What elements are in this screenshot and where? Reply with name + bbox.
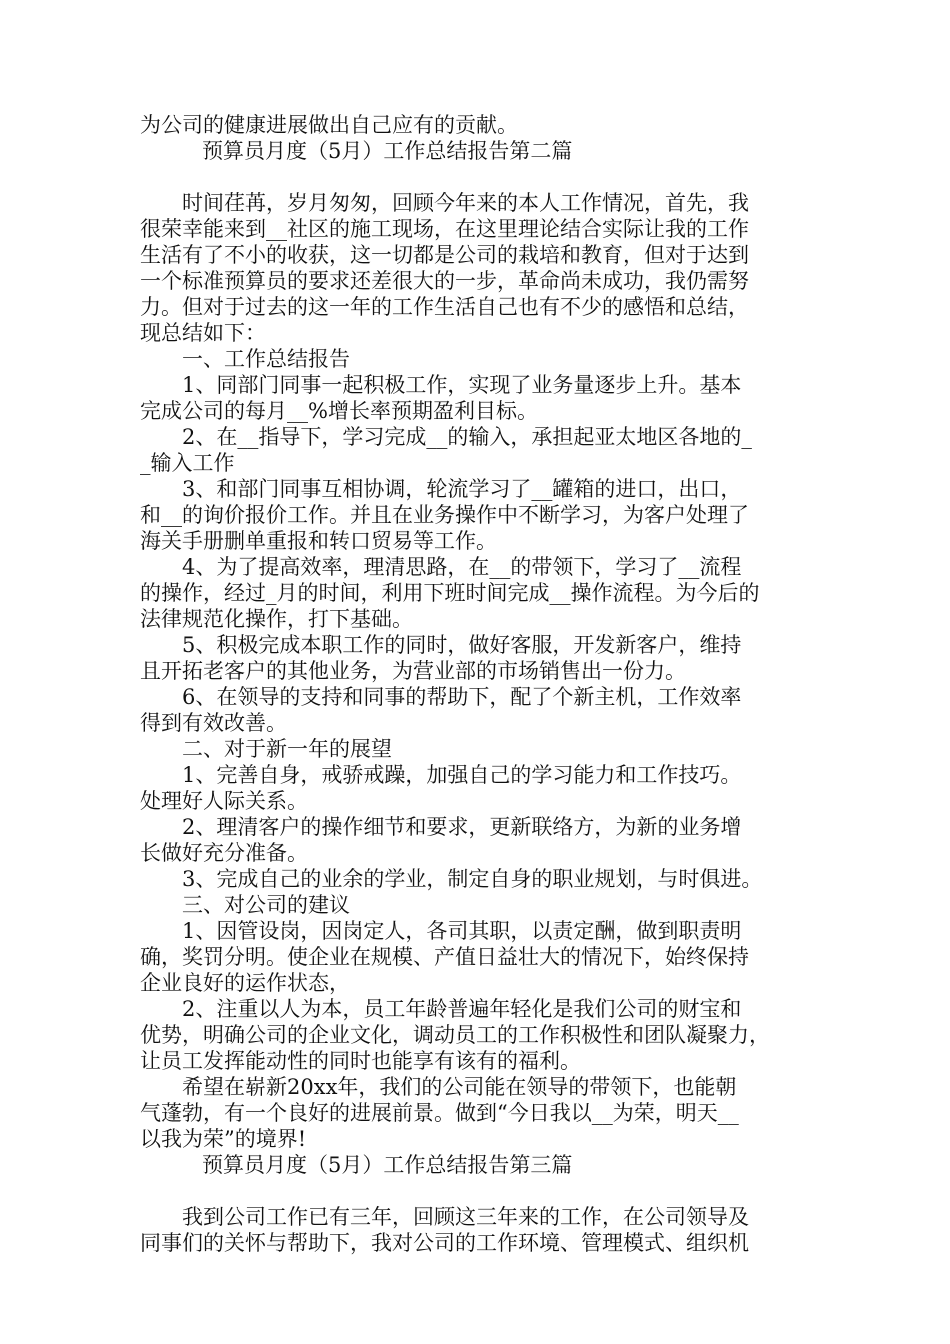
text-line: 和__的询价报价工作。并且在业务操作中不断学习，为客户处理了 <box>140 503 749 527</box>
blank-line <box>140 1178 820 1204</box>
text-line: 三、对公司的建议 <box>182 893 350 917</box>
text-line: 同事们的关怀与帮助下，我对公司的工作环境、管理模式、组织机 <box>140 1231 749 1255</box>
text-line: 2、注重以人为本，员工年龄普遍年轻化是我们公司的财宝和 <box>182 997 742 1021</box>
text-line: 且开拓老客户的其他业务，为营业部的市场销售出一份力。 <box>140 659 686 683</box>
text-line: 确，奖罚分明。使企业在规模、产值日益壮大的情况下，始终保持 <box>140 945 749 969</box>
text-line: 5、积极完成本职工作的同时，做好客服，开发新客户，维持 <box>182 633 742 657</box>
text-line: 1、同部门同事一起积极工作，实现了业务量逐步上升。基本 <box>182 373 742 397</box>
section-title: 预算员月度（5月）工作总结报告第二篇 <box>202 139 573 163</box>
text-line: 让员工发挥能动性的同时也能享有该有的福利。 <box>140 1049 581 1073</box>
text-line: 二、对于新一年的展望 <box>182 737 392 761</box>
text-line: 长做好充分准备。 <box>140 841 308 865</box>
text-line: 2、理清客户的操作细节和要求，更新联络方，为新的业务增 <box>182 815 742 839</box>
text-line: 完成公司的每月__%增长率预期盈利目标。 <box>140 399 538 423</box>
text-line: 3、完成自己的业余的学业，制定自身的职业规划，与时俱进。 <box>182 867 763 891</box>
text-line: 一、工作总结报告 <box>182 347 350 371</box>
text-line: 4、为了提高效率，理清思路，在__的带领下，学习了__流程 <box>182 555 742 579</box>
text-line: 我到公司工作已有三年，回顾这三年来的工作，在公司领导及 <box>182 1205 749 1229</box>
text-line: 希望在崭新20xx年，我们的公司能在领导的带领下，也能朝 <box>182 1075 737 1099</box>
text-line: 力。但对于过去的这一年的工作生活自己也有不少的感悟和总结， <box>140 295 749 319</box>
text-line: 优势，明确公司的企业文化，调动员工的工作积极性和团队凝聚力， <box>140 1023 770 1047</box>
text-line: _输入工作 <box>140 451 235 475</box>
text-line: 法律规范化操作，打下基础。 <box>140 607 413 631</box>
text-line: 一个标准预算员的要求还差很大的一步，革命尚未成功，我仍需努 <box>140 269 749 293</box>
text-line: 海关手册删单重报和转口贸易等工作。 <box>140 529 497 553</box>
text-line: 很荣幸能来到__社区的施工现场，在这里理论结合实际让我的工作 <box>140 217 749 241</box>
text-line: 企业良好的运作状态， <box>140 971 350 995</box>
text-line: 1、完善自身，戒骄戒躁，加强自己的学习能力和工作技巧。 <box>182 763 742 787</box>
text-line: 处理好人际关系。 <box>140 789 308 813</box>
text-line: 以我为荣”的境界! <box>140 1127 307 1151</box>
blank-line <box>140 164 820 190</box>
text-line: 1、因管设岗，因岗定人，各司其职，以责定酬，做到职责明 <box>182 919 742 943</box>
document-page <box>140 112 820 1256</box>
text-line: 3、和部门同事互相协调，轮流学习了__罐箱的进口，出口， <box>182 477 742 501</box>
text-line: 气蓬勃，有一个良好的进展前景。做到“今日我以__为荣，明天__ <box>140 1101 739 1125</box>
text-line: 得到有效改善。 <box>140 711 287 735</box>
text-line: 为公司的健康进展做出自己应有的贡献。 <box>140 113 518 137</box>
section-title: 预算员月度（5月）工作总结报告第三篇 <box>202 1153 573 1177</box>
text-line: 2、在__指导下，学习完成__的输入，承担起亚太地区各地的_ <box>182 425 752 449</box>
text-line: 时间荏苒，岁月匆匆，回顾今年来的本人工作情况，首先，我 <box>182 191 749 215</box>
text-line: 的操作，经过_月的时间，利用下班时间完成__操作流程。为今后的 <box>140 581 760 605</box>
text-line: 6、在领导的支持和同事的帮助下，配了个新主机，工作效率 <box>182 685 742 709</box>
text-line: 现总结如下： <box>140 321 266 345</box>
text-line: 生活有了不小的收获，这一切都是公司的栽培和教育，但对于达到 <box>140 243 749 267</box>
